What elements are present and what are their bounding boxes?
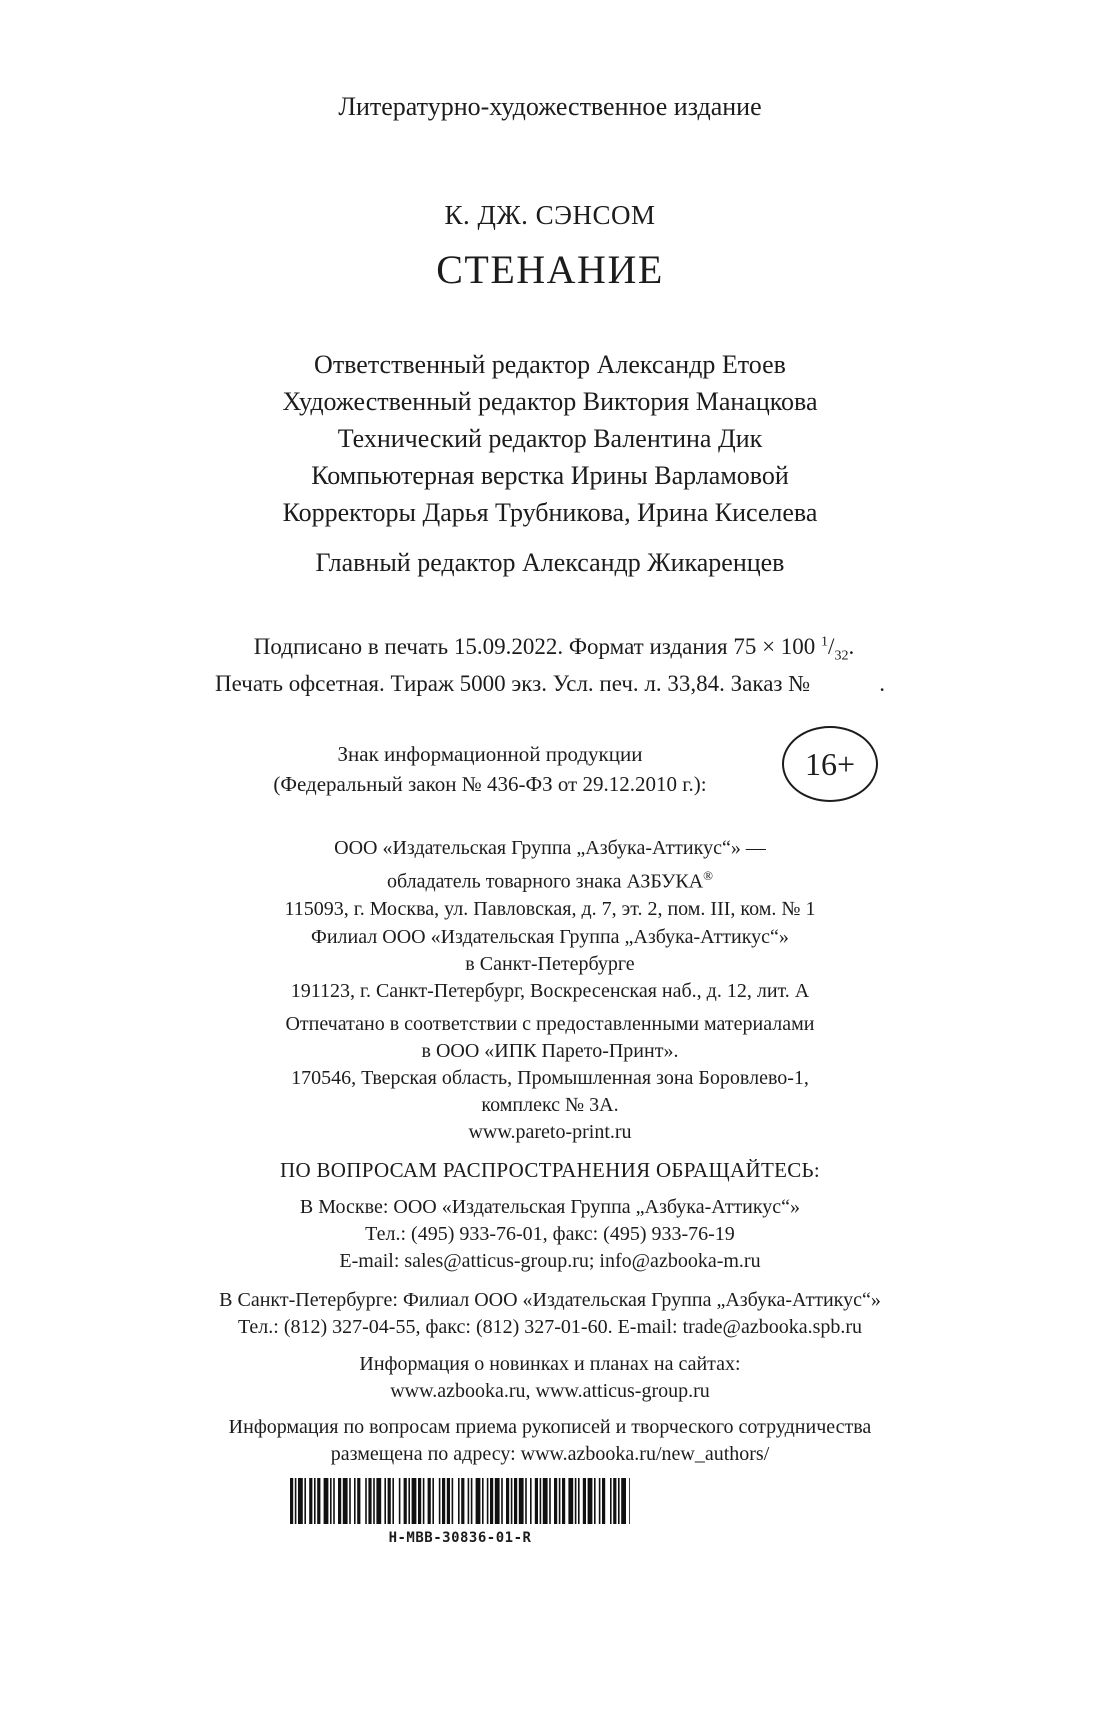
barcode-bar [290, 1478, 293, 1524]
barcode-bar [490, 1478, 493, 1524]
book-author: К. ДЖ. СЭНСОМ [444, 200, 656, 230]
barcode-bar [511, 1478, 513, 1524]
barcode-bar [418, 1478, 421, 1524]
barcode-bar [554, 1478, 557, 1524]
printing-line: комплекс № 3А. [481, 1094, 619, 1116]
contact-line: E-mail: sales@atticus-group.ru; info@azbooka-m.ru [339, 1250, 761, 1272]
manuscripts-info [0, 1414, 1100, 1468]
age-rating-label: 16+ [804, 745, 856, 782]
barcode-bar [447, 1478, 450, 1524]
barcode-bar [514, 1478, 517, 1524]
barcode-bar [461, 1478, 464, 1524]
format-slash: / [828, 634, 835, 659]
publisher-address: 115093, г. Москва, ул. Павловская, д. 7, эт. 2, пом. III, ком. № 1 [284, 897, 816, 920]
barcode-bar [562, 1478, 565, 1524]
info-mark-text [230, 739, 750, 799]
edition-type: Литературно-художественное издание [338, 92, 762, 121]
barcode-bar [317, 1478, 320, 1524]
barcode-bar [442, 1478, 445, 1524]
contact-line: Тел.: (495) 933-76-01, факс: (495) 933-76-19 [365, 1223, 735, 1245]
moscow-contacts [0, 1194, 1100, 1275]
barcode-bar [583, 1478, 586, 1524]
barcode-bar [594, 1478, 596, 1524]
barcode-bar [501, 1478, 503, 1524]
info-line: размещена по адресу: www.azbooka.ru/new_authors/ [330, 1443, 770, 1465]
info-mark-line: Знак информационной продукции [337, 742, 643, 766]
trademark-text: обладатель товарного знака АЗБУКА [386, 870, 704, 893]
barcode-bar [392, 1478, 394, 1524]
print-info-text: Подписано в печать 15.09.2022. Формат издания 75 × 100 [253, 634, 822, 659]
credits-block [0, 346, 1100, 531]
barcode-bar [482, 1478, 484, 1524]
chief-editor: Главный редактор Александр Жикаренцев [315, 548, 785, 577]
barcode-bar [388, 1478, 391, 1524]
barcode-bar [568, 1478, 573, 1524]
printing-line: Отпечатано в соответствии с предоставленными материалами [285, 1013, 815, 1035]
info-line: www.azbooka.ru, www.atticus-group.ru [390, 1380, 710, 1402]
barcode-bar [376, 1478, 381, 1524]
barcode-bar [575, 1478, 577, 1524]
print-info-line-2: Печать офсетная. Тираж 5000 экз. Усл. печ. л. 33,84. Заказ № . [215, 671, 885, 696]
barcode-bar [588, 1478, 593, 1524]
barcode-bar [408, 1478, 410, 1524]
barcode-bar [432, 1478, 434, 1524]
barcode-bar [324, 1478, 329, 1524]
publisher-line: ООО «Издательская Группа „Азбука-Аттикус“» — [334, 837, 766, 859]
branch-line: Филиал ООО «Издательская Группа „Азбука-Аттикус“» [311, 926, 789, 948]
barcode-bar [304, 1478, 306, 1524]
barcode-bar [458, 1478, 460, 1524]
printing-line: в ООО «ИПК Парето-Принт». [421, 1040, 679, 1062]
contact-line: В Санкт-Петербурге: Филиал ООО «Издательская Группа „Азбука-Аттикус“» [219, 1289, 881, 1311]
barcode-bar [495, 1478, 500, 1524]
barcode-bar [613, 1478, 616, 1524]
branch-address: 191123, г. Санкт-Петербург, Воскресенская наб., д. 12, лит. А [290, 980, 810, 1002]
print-info-line-1 [4, 634, 1100, 665]
barcode-bar [357, 1478, 360, 1524]
barcode-bar [404, 1478, 407, 1524]
printing-house-block [0, 1011, 1100, 1146]
barcode-bar [412, 1478, 417, 1524]
barcode-bar [423, 1478, 425, 1524]
barcode-number: H-MBB-30836-01-R [388, 1530, 532, 1546]
barcode-bar [525, 1478, 527, 1524]
publisher-block [0, 835, 1100, 923]
barcode-bar [333, 1478, 335, 1524]
barcode-bar [530, 1478, 532, 1524]
barcode-bar [452, 1478, 454, 1524]
barcode-bar [629, 1478, 630, 1524]
contact-line: В Москве: ООО «Издательская Группа „Азбука-Аттикус“» [299, 1196, 801, 1218]
barcode-bar [543, 1478, 548, 1524]
format-numerator: 1 [821, 634, 829, 650]
barcode-bar [599, 1478, 601, 1524]
barcode-bar [298, 1478, 303, 1524]
printing-line: 170546, Тверская область, Промышленная зона Боровлево-1, [291, 1067, 809, 1089]
spb-contacts [0, 1287, 1100, 1341]
barcode-bar [384, 1478, 386, 1524]
barcode-bar [476, 1478, 481, 1524]
credit-line: Компьютерная верстка Ирины Варламовой [311, 461, 789, 490]
print-info-end: . [848, 634, 855, 659]
credit-line: Технический редактор Валентина Дик [337, 424, 763, 453]
barcode-bar [343, 1478, 348, 1524]
barcode-bar [338, 1478, 341, 1524]
info-line: Информация о новинках и планах на сайтах: [359, 1353, 741, 1375]
info-mark-law: (Федеральный закон № 436-ФЗ от 29.12.2010 г.): [273, 772, 707, 796]
barcode-bar [368, 1478, 371, 1524]
age-rating-badge [782, 726, 878, 802]
barcode-bar [471, 1478, 473, 1524]
barcode-bar [330, 1478, 332, 1524]
branch-block [0, 924, 1100, 1005]
barcode-bar [610, 1478, 612, 1524]
barcode-bar [602, 1478, 605, 1524]
barcode-bar [519, 1478, 524, 1524]
barcode-bar [506, 1478, 509, 1524]
barcode-bar [559, 1478, 561, 1524]
publisher-trademark-line [0, 862, 1100, 896]
barcode-bar [487, 1478, 489, 1524]
barcode-bar [540, 1478, 542, 1524]
barcode-bar [349, 1478, 351, 1524]
credit-line: Корректоры Дарья Трубникова, Ирина Киселева [282, 498, 818, 527]
barcode-bar [354, 1478, 356, 1524]
barcode-image [290, 1478, 630, 1524]
credit-line: Ответственный редактор Александр Етоев [314, 350, 786, 379]
format-denominator: 32 [834, 648, 849, 664]
barcode-bar [399, 1478, 401, 1524]
news-info [0, 1351, 1100, 1405]
branch-line: в Санкт-Петербурге [465, 953, 635, 975]
barcode-bar [468, 1478, 470, 1524]
barcode-bar [535, 1478, 538, 1524]
contact-line: Тел.: (812) 327-04-55, факс: (812) 327-01-60. E-mail: trade@azbooka.spb.ru [237, 1316, 863, 1338]
barcode-bar [578, 1478, 580, 1524]
info-line: Информация по вопросам приема рукописей и творческого сотрудничества [228, 1416, 872, 1438]
credit-line: Художественный редактор Виктория Манацкова [282, 387, 818, 416]
book-title: СТЕНАНИЕ [436, 247, 664, 292]
barcode-bar [314, 1478, 316, 1524]
registered-mark: ® [703, 868, 714, 883]
barcode-bar [309, 1478, 312, 1524]
barcode-bar [618, 1478, 620, 1524]
barcode-bar [365, 1478, 367, 1524]
barcode-bar [428, 1478, 431, 1524]
barcode-bar [621, 1478, 626, 1524]
barcode-bar [439, 1478, 441, 1524]
barcode-bar [295, 1478, 297, 1524]
distribution-heading: ПО ВОПРОСАМ РАСПРОСТРАНЕНИЯ ОБРАЩАЙТЕСЬ: [280, 1158, 820, 1182]
barcode-bar [373, 1478, 375, 1524]
barcode-bar [549, 1478, 551, 1524]
printing-website: www.pareto-print.ru [468, 1121, 632, 1143]
